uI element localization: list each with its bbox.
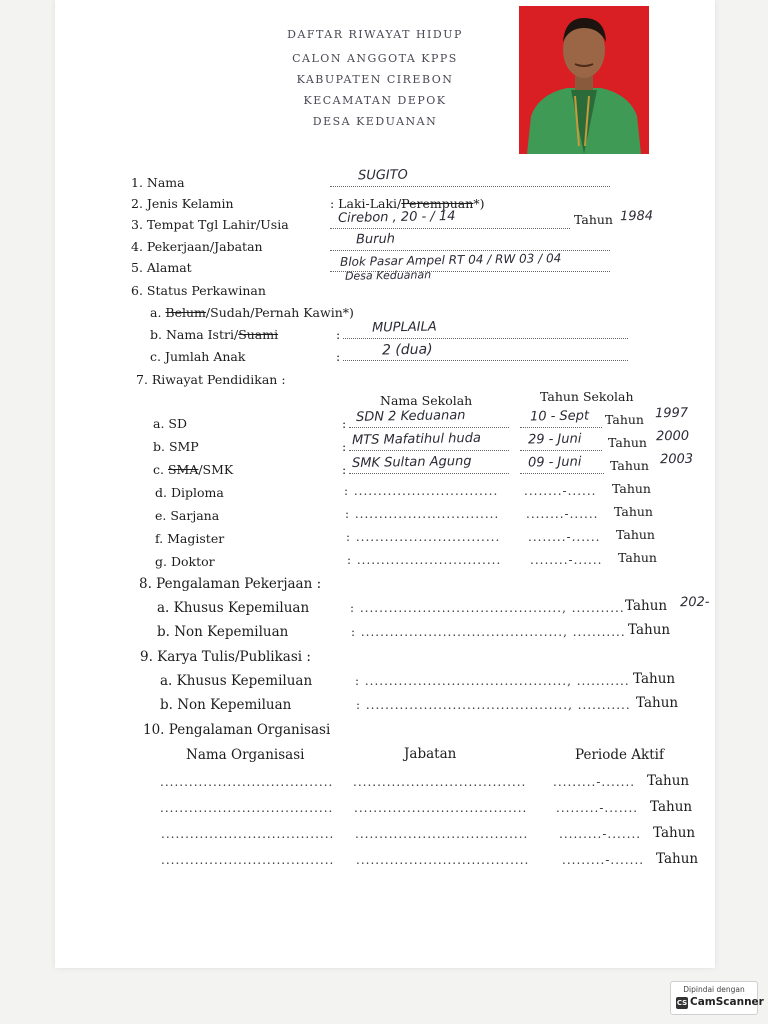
magister-label: f. Magister <box>155 531 225 546</box>
title-line-3: KABUPATEN CIREBON <box>296 73 454 86</box>
sma-tahun: Tahun <box>610 458 649 473</box>
alamat-label: 5. Alamat <box>131 260 192 275</box>
scanner-caption: Dipindai dengan <box>683 985 745 994</box>
alamat-value-2: Desa Keduanan <box>344 268 432 283</box>
nama-line[interactable] <box>330 186 610 187</box>
karya-b-tahun: Tahun <box>636 695 679 711</box>
organisasi-jabatan-line-4[interactable]: .................................... <box>356 853 530 867</box>
sd-date: 10 - Sept <box>529 408 590 425</box>
organisasi-tahun-1: Tahun <box>647 773 690 789</box>
organisasi-tahun-4: Tahun <box>656 851 699 867</box>
karya-b-line[interactable]: : .........................................., ........... <box>356 698 631 712</box>
nama-istri-label: b. Nama Istri/Suami <box>150 327 279 342</box>
pengalaman-a-year: 202- <box>679 594 710 611</box>
pengalaman-a-tahun: Tahun <box>625 598 668 614</box>
pendidikan-col-nama: Nama Sekolah <box>380 393 473 408</box>
sma-year: 2003 <box>659 451 694 468</box>
jumlah-anak-value: 2 (dua) <box>381 341 433 359</box>
karya-b-label: b. Non Kepemiluan <box>160 697 292 713</box>
pekerjaan-value: Buruh <box>355 231 396 248</box>
pengalaman-a-line[interactable]: : .........................................., ........... <box>350 601 625 615</box>
ttl-line[interactable] <box>330 228 570 229</box>
magister-school-line[interactable]: : .............................. <box>346 530 501 544</box>
jumlah-anak-colon: : <box>336 349 341 364</box>
ttl-tahun: Tahun <box>574 212 613 227</box>
camscanner-badge <box>670 981 764 1015</box>
pengalaman-b-tahun: Tahun <box>628 622 671 638</box>
pengalaman-b-label: b. Non Kepemiluan <box>157 624 289 640</box>
organisasi-jabatan-line-2[interactable]: .................................... <box>354 801 528 815</box>
smp-date-line[interactable] <box>520 450 602 451</box>
diploma-tahun: Tahun <box>612 481 651 496</box>
ttl-label: 3. Tempat Tgl Lahir/Usia <box>131 217 289 232</box>
organisasi-periode-line-1[interactable]: .........-....... <box>553 775 636 789</box>
diploma-label: d. Diploma <box>155 485 224 500</box>
organisasi-nama-line-4[interactable]: .................................... <box>161 853 335 867</box>
title-line-2: CALON ANGGOTA KPPS <box>292 52 458 65</box>
organisasi-tahun-3: Tahun <box>653 825 696 841</box>
sd-school: SDN 2 Keduanan <box>355 408 466 425</box>
organisasi-title: 10. Pengalaman Organisasi <box>143 722 331 738</box>
sarjana-tahun: Tahun <box>614 504 653 519</box>
karya-a-tahun: Tahun <box>633 671 676 687</box>
jenis-kelamin-label: 2. Jenis Kelamin <box>131 196 234 211</box>
title-line-5: DESA KEDUANAN <box>312 115 438 128</box>
smp-school-line[interactable] <box>349 450 509 451</box>
smp-date: 29 - Juni <box>527 431 582 448</box>
smp-school: MTS Mafatihul huda <box>351 430 482 449</box>
organisasi-nama-line-2[interactable]: .................................... <box>160 801 334 815</box>
sd-school-line[interactable] <box>349 427 509 428</box>
title-line-1: DAFTAR RIWAYAT HIDUP <box>287 28 463 41</box>
organisasi-col-nama: Nama Organisasi <box>186 747 305 763</box>
karya-title: 9. Karya Tulis/Publikasi : <box>140 649 311 665</box>
sd-year: 1997 <box>654 405 689 422</box>
magister-tahun: Tahun <box>616 527 655 542</box>
pengalaman-a-label: a. Khusus Kepemiluan <box>157 600 310 616</box>
sd-label: a. SD <box>153 416 187 431</box>
sarjana-label: e. Sarjana <box>155 508 220 523</box>
sma-date-line[interactable] <box>520 473 604 474</box>
smp-year: 2000 <box>655 428 690 445</box>
jenis-kelamin-value: : Laki-Laki/Perempuan*) <box>330 196 485 211</box>
nama-istri-value: MUPLAILA <box>371 319 437 336</box>
organisasi-periode-line-4[interactable]: .........-....... <box>562 853 645 867</box>
sarjana-date-line[interactable]: ........-...... <box>526 507 599 521</box>
ttl-year: 1984 <box>619 208 654 225</box>
nama-istri-colon: : <box>336 327 341 342</box>
nama-istri-line[interactable] <box>343 338 628 339</box>
scanner-brand: CamScanner <box>690 996 764 1008</box>
smp-tahun: Tahun <box>608 435 647 450</box>
doktor-label: g. Doktor <box>155 554 215 569</box>
sma-school-line[interactable] <box>349 473 509 474</box>
status-label: 6. Status Perkawinan <box>131 283 266 298</box>
sma-colon: : <box>342 462 347 477</box>
nama-label: 1. Nama <box>131 175 185 190</box>
diploma-date-line[interactable]: ........-...... <box>524 484 597 498</box>
sd-date-line[interactable] <box>520 427 602 428</box>
alamat-value-1: Blok Pasar Ampel RT 04 / RW 03 / 04 <box>339 251 562 269</box>
karya-a-line[interactable]: : .........................................., ........... <box>355 674 630 688</box>
sarjana-school-line[interactable]: : .............................. <box>345 507 500 521</box>
sma-label: c. SMA/SMK <box>153 462 234 477</box>
pekerjaan-line[interactable] <box>330 250 610 251</box>
karya-a-label: a. Khusus Kepemiluan <box>160 673 313 689</box>
diploma-school-line[interactable]: : .............................. <box>344 484 499 498</box>
doktor-tahun: Tahun <box>618 550 657 565</box>
passport-photo <box>519 6 649 154</box>
doktor-date-line[interactable]: ........-...... <box>530 553 603 567</box>
pengalaman-b-line[interactable]: : .........................................., ........... <box>351 625 626 639</box>
organisasi-nama-line-1[interactable]: .................................... <box>160 775 334 789</box>
organisasi-periode-line-3[interactable]: .........-....... <box>559 827 642 841</box>
pengalaman-title: 8. Pengalaman Pekerjaan : <box>139 576 322 592</box>
jumlah-anak-line[interactable] <box>343 360 628 361</box>
smp-colon: : <box>342 439 347 454</box>
ttl-value: Cirebon , 20 - / 14 <box>337 208 456 227</box>
sd-tahun: Tahun <box>605 412 644 427</box>
organisasi-col-periode: Periode Aktif <box>575 747 664 763</box>
sma-school: SMK Sultan Agung <box>351 453 472 472</box>
organisasi-jabatan-line-1[interactable]: .................................... <box>353 775 527 789</box>
pendidikan-col-tahun: Tahun Sekolah <box>540 389 634 404</box>
smp-label: b. SMP <box>153 439 199 454</box>
organisasi-tahun-2: Tahun <box>650 799 693 815</box>
sd-colon: : <box>342 416 347 431</box>
organisasi-nama-line-3[interactable]: .................................... <box>161 827 335 841</box>
doktor-school-line[interactable]: : .............................. <box>347 553 502 567</box>
person-photo-icon <box>519 6 649 154</box>
pendidikan-title: 7. Riwayat Pendidikan : <box>136 372 286 387</box>
title-line-4: KECAMATAN DEPOK <box>303 94 447 107</box>
status-a: a. Belum/Sudah/Pernah Kawin*) <box>150 305 354 320</box>
magister-date-line[interactable]: ........-...... <box>528 530 601 544</box>
organisasi-periode-line-2[interactable]: .........-....... <box>556 801 639 815</box>
nama-value: SUGITO <box>357 167 408 184</box>
sma-date: 09 - Juni <box>527 454 582 471</box>
pekerjaan-label: 4. Pekerjaan/Jabatan <box>131 239 263 254</box>
organisasi-col-jabatan: Jabatan <box>404 746 457 762</box>
camscanner-logo-icon: CS <box>676 999 688 1007</box>
organisasi-jabatan-line-3[interactable]: .................................... <box>355 827 529 841</box>
jumlah-anak-label: c. Jumlah Anak <box>150 349 246 364</box>
